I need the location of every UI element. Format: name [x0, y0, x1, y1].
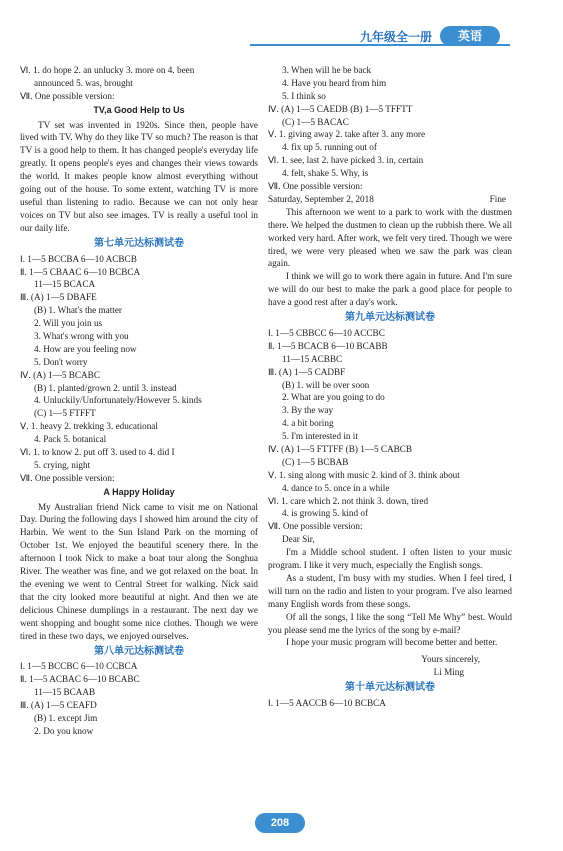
answer-line: Ⅵ. 1. to know 2. put off 3. used to 4. did I — [20, 447, 175, 457]
answer-line: (C) 1—5 BACAC — [282, 116, 349, 127]
section-title-unit10: 第十单元达标测试卷 — [345, 682, 435, 694]
answer-line: Ⅱ. 1—5 ACBAC 6—10 BCABC — [20, 674, 140, 685]
answer-line: Ⅳ. (A) 1—5 FTTFF (B) 1—5 CABCB — [268, 443, 413, 454]
diary-weather: Fine — [489, 193, 506, 204]
answer-line: Ⅴ. 1. giving away 2. take after 3. any more — [268, 129, 426, 140]
answer-line: 4. a bit boring — [282, 418, 334, 429]
letter-paragraph: As a student, I'm busy with my studies. When I feel tired, I will turn on the radio and listen to your program. I've also learned many English words from these songs. — [268, 572, 512, 609]
essay-paragraph: TV set was invented in 1920s. Since then, people have lived with TV. Why do they like TV so much? The reason is that TV is a good help to them. It has changed people's everyday life greatly. It opens people's eyes and changes their views towards the world. It makes people know almost everything without going out of the house. To some extent, watching TV is more useful than listening to radio. Because we can not only hear voices on TV but also see images. TV is really a useful tool in our daily life. — [20, 119, 258, 233]
letter-greeting: Dear Sir, — [282, 534, 315, 545]
answer-line: 3. What's wrong with you — [34, 330, 129, 341]
answer-line: Ⅶ. One possible version: — [20, 472, 115, 483]
answer-line: 4. fix up 5. running out of — [282, 142, 377, 153]
answer-line: Ⅰ. 1—5 AACCB 6—10 BCBCA — [268, 698, 386, 709]
diary-date-line — [268, 193, 512, 206]
answer-line: Ⅳ. (A) 1—5 CAEDB (B) 1—5 TFFTT — [268, 103, 413, 114]
answer-line: Ⅳ. (A) 1—5 BCABC — [20, 369, 100, 380]
answer-line: (C) 1—5 FTFFT — [34, 408, 96, 419]
right-column — [268, 64, 512, 710]
answer-line: Ⅲ. (A) 1—5 CADBF — [268, 366, 346, 377]
answer-line: 11—15 BCAAB — [34, 687, 96, 698]
answer-line: Ⅱ. 1—5 BCACB 6—10 BCABB — [268, 340, 388, 351]
answer-line: 4. Unluckily/Unfortunately/However 5. kinds — [34, 395, 202, 406]
answer-line: 4. is growing 5. kind of — [282, 508, 369, 519]
answer-line: Ⅵ. 1. do hope 2. an unlucky 3. more on 4. been — [20, 65, 195, 75]
letter-closing: Yours sincerely, — [421, 654, 480, 665]
answer-line: Ⅰ. 1—5 BCCBA 6—10 ACBCB — [20, 253, 137, 264]
answer-line: 11—15 ACBBC — [282, 353, 343, 364]
answer-line: Ⅶ. One possible version: — [268, 521, 363, 532]
essay-paragraph: My Australian friend Nick came to visit me on National Day. During the following days I showed him around the city of Harbin. We went to the Sun Island Park on the morning of October 1st. We enjoyed the beautiful scenery there. In the afternoon I took Nick to make a boat tour along the Songhua River. The weather was fine, and we got relaxed on the boat. In the evening we went to Central Street for walking. Nick said that the city looked more beautiful at night. And then we ate delicious Chinese dumplings in a restaurant. The next day we went shopping and bought some nice clothes. Though we were tired in these two days, we enjoyed ourselves. — [20, 501, 258, 641]
letter-paragraph: I'm a Middle school student. I often listen to your music program. I like it very much, especially the English songs. — [268, 547, 512, 570]
letter-paragraph: I hope your music program will become better and better. — [286, 637, 498, 648]
answer-line: Ⅱ. 1—5 CBAAC 6—10 BCBCA — [20, 266, 141, 277]
answer-line: Ⅴ. 1. sing along with music 2. kind of 3. think about — [268, 469, 460, 480]
grade-label: 九年级全一册 — [360, 30, 433, 44]
answer-line: 4. dance to 5. once in a while — [282, 482, 390, 493]
answer-line: Ⅶ. One possible version: — [20, 90, 115, 101]
letter-signature: Li Ming — [433, 667, 464, 678]
answer-line: 5. I'm interested in it — [282, 431, 358, 442]
answer-line: (B) 1. What's the matter — [34, 305, 122, 316]
section-title-unit9: 第九单元达标测试卷 — [345, 312, 435, 324]
answer-line: 5. I think so — [282, 90, 326, 101]
answer-line: (B) 1. will be over soon — [282, 379, 370, 390]
essay-title: TV,a Good Help to Us — [93, 104, 185, 115]
answer-line: 2. Will you join us — [34, 318, 103, 329]
answer-line: announced 5. was, brought — [34, 77, 133, 88]
answer-line: 2. What are you going to do — [282, 392, 385, 403]
section-title-unit7: 第七单元达标测试卷 — [94, 237, 184, 249]
answer-line: Ⅲ. (A) 1—5 DBAFE — [20, 292, 97, 303]
answer-line: 5. crying, night — [34, 459, 91, 470]
essay-title: A Happy Holiday — [103, 486, 175, 497]
letter-paragraph: Of all the songs, I like the song “Tell Me Why” best. Would you please send me the lyrics of the song by e-mail? — [268, 611, 512, 635]
answer-line: (C) 1—5 BCBAB — [282, 456, 349, 467]
answer-line: 3. By the way — [282, 405, 334, 416]
answer-line: (B) 1. planted/grown 2. until 3. instead — [34, 382, 177, 393]
answer-line: Ⅰ. 1—5 CBBCC 6—10 ACCBC — [268, 327, 385, 338]
answer-line: 5. Don't worry — [34, 356, 88, 367]
answer-line: 4. felt, shake 5. Why, is — [282, 168, 369, 179]
answer-line: (B) 1. except Jim — [34, 713, 98, 724]
answer-line: 4. Pack 5. botanical — [34, 434, 107, 445]
answer-line: Ⅵ. 1. care which 2. not think 3. down, tired — [268, 495, 429, 506]
answer-line: 4. Have you heard from him — [282, 77, 387, 88]
answer-line: 11—15 BCACA — [34, 279, 96, 290]
answer-line: Ⅰ. 1—5 BCCBC 6—10 CCBCA — [20, 661, 138, 672]
page-number: 208 — [255, 813, 305, 833]
answer-line: 3. When will he be back — [282, 65, 372, 75]
diary-paragraph: This afternoon we went to a park to work with the dustmen there. We helped the dustmen to clean up the rubbish there. We all worked very hard. After work, we felt very tired. Though we were tired, we were very pleased when we saw the park was clean again. — [268, 206, 512, 269]
left-column — [20, 64, 258, 738]
answer-line: Ⅵ. 1. see, last 2. have picked 3. in, certain — [268, 155, 424, 166]
diary-date: Saturday, September 2, 2018 — [268, 193, 374, 204]
answer-line: 4. How are you feeling now — [34, 343, 137, 354]
answer-line: 2. Do you know — [34, 725, 94, 736]
answer-line: Ⅲ. (A) 1—5 CEAFD — [20, 700, 97, 711]
diary-paragraph: I think we will go to work there again in future. And I'm sure we will do our best to make the park a good place for people to have a good rest after a day's work. — [268, 271, 512, 308]
section-title-unit8: 第八单元达标测试卷 — [94, 645, 184, 657]
subject-badge: 英语 — [440, 26, 500, 46]
answer-line: Ⅴ. 1. heavy 2. trekking 3. educational — [20, 421, 158, 432]
answer-line: Ⅶ. One possible version: — [268, 181, 363, 192]
